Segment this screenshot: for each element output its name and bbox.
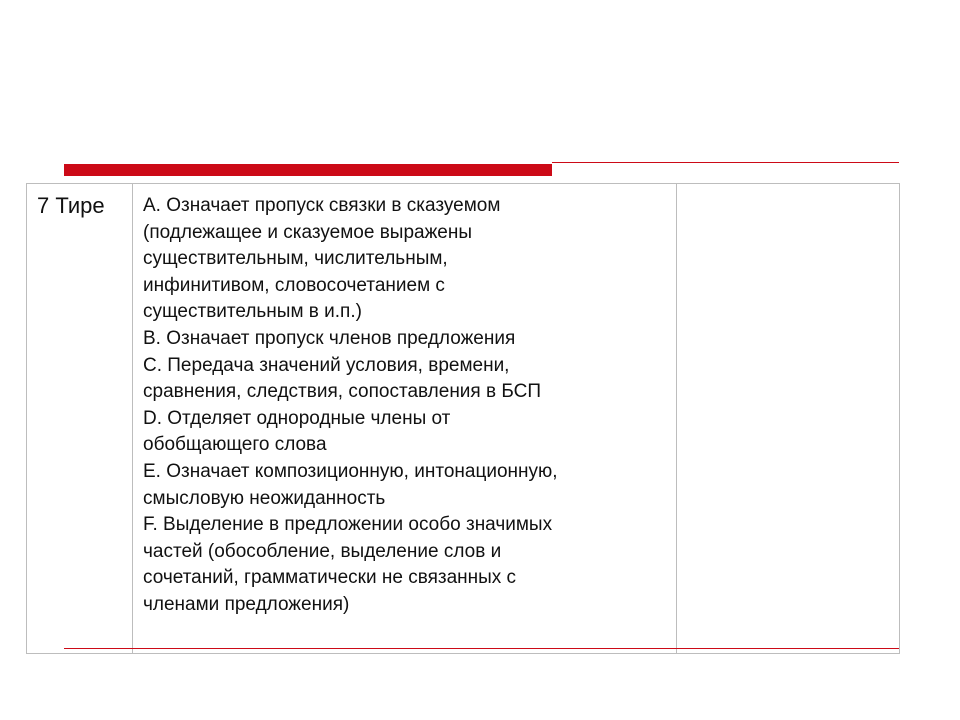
column-divider-1 (132, 184, 133, 653)
red-thin-rule-bottom (64, 648, 899, 649)
description-line: существительным в и.п.) (143, 301, 362, 323)
description-line: F. Выделение в предложении особо значимых (143, 514, 553, 536)
description-line: членами предложения) (143, 593, 350, 615)
description-line: частей (обособление, выделение слов и (143, 540, 502, 562)
row-label-cell: 7 Тире (37, 193, 105, 218)
red-accent-bar (64, 164, 552, 176)
description-line: обобщающего слова (143, 434, 327, 456)
empty-third-cell (677, 184, 899, 653)
description-line: (подлежащее и сказуемое выражены (143, 221, 473, 243)
description-line: E. Означает композиционную, интонационную, (143, 460, 558, 482)
content-table (26, 183, 900, 654)
description-cell (143, 193, 671, 619)
description-line: инфинитивом, словосочетанием с (143, 274, 445, 296)
description-line: сочетаний, грамматически не связанных с (143, 567, 517, 589)
description-line: A. Означает пропуск связки в сказуемом (143, 195, 501, 216)
description-line: существительным, числительным, (143, 248, 448, 270)
description-line: смысловую неожиданность (143, 487, 386, 509)
red-thin-rule-top (552, 162, 899, 163)
description-line: сравнения, следствия, сопоставления в БСП (143, 381, 541, 403)
description-line: C. Передача значений условия, времени, (143, 354, 510, 376)
description-line: B. Означает пропуск членов предложения (143, 327, 516, 349)
description-line: D. Отделяет однородные члены от (143, 407, 451, 429)
